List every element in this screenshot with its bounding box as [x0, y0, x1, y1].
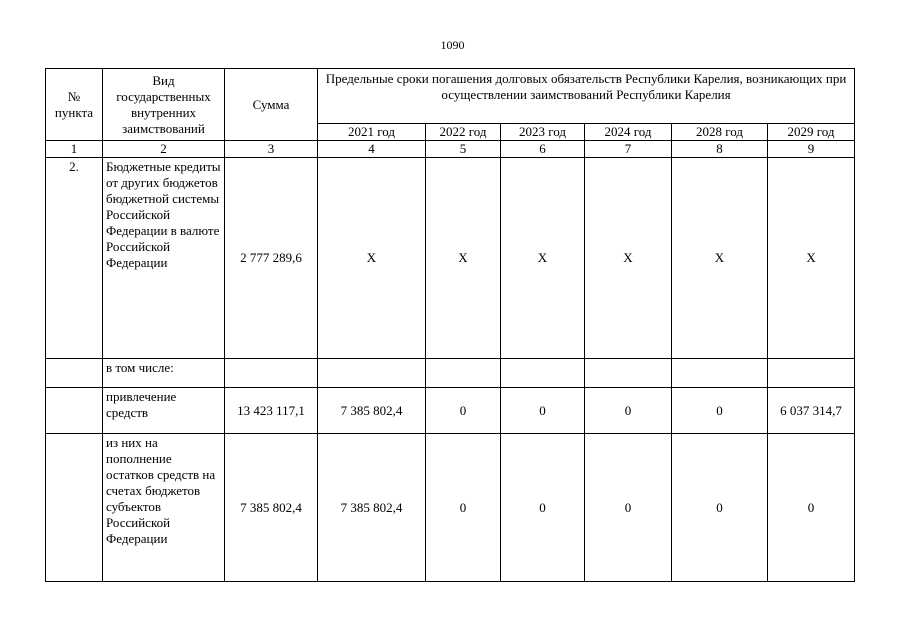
year-value [501, 359, 585, 388]
header-year-2022: 2022 год [426, 124, 501, 141]
column-index: 9 [768, 141, 855, 158]
year-value [672, 359, 768, 388]
year-value: X [585, 158, 672, 359]
year-value: 0 [501, 434, 585, 582]
year-value [768, 359, 855, 388]
year-value: 0 [672, 388, 768, 434]
table-row [46, 434, 855, 582]
sum-value: 13 423 117,1 [225, 388, 318, 434]
borrowing-type: в том числе: [103, 359, 225, 388]
year-value: X [318, 158, 426, 359]
sum-value: 2 777 289,6 [225, 158, 318, 359]
table-row [46, 388, 855, 434]
table-row [46, 359, 855, 388]
year-value: 0 [426, 434, 501, 582]
header-item-number: № пункта [46, 69, 103, 141]
year-value: 0 [501, 388, 585, 434]
column-index: 8 [672, 141, 768, 158]
item-number: 2. [46, 158, 103, 359]
year-value: X [672, 158, 768, 359]
year-value: 7 385 802,4 [318, 388, 426, 434]
column-index: 6 [501, 141, 585, 158]
year-value: 6 037 314,7 [768, 388, 855, 434]
borrowing-type: из них на пополнение остатков средств на счетах бюджетов субъектов Российской Федерации [103, 434, 225, 582]
year-value: 7 385 802,4 [318, 434, 426, 582]
header-borrowing-type: Вид государственных внутренних заимствований [103, 69, 225, 141]
year-value: 0 [585, 388, 672, 434]
borrowing-terms-table [45, 68, 855, 582]
header-year-2028: 2028 год [672, 124, 768, 141]
item-number [46, 434, 103, 582]
borrowing-type: привлечение средств [103, 388, 225, 434]
header-sum: Сумма [225, 69, 318, 141]
year-value: 0 [426, 388, 501, 434]
year-value [585, 359, 672, 388]
header-year-2021: 2021 год [318, 124, 426, 141]
year-value [426, 359, 501, 388]
year-value: X [426, 158, 501, 359]
item-number [46, 359, 103, 388]
header-year-2023: 2023 год [501, 124, 585, 141]
year-value: 0 [585, 434, 672, 582]
column-index: 5 [426, 141, 501, 158]
year-value: 0 [672, 434, 768, 582]
year-value: X [768, 158, 855, 359]
column-index: 7 [585, 141, 672, 158]
item-number [46, 388, 103, 434]
year-value: 0 [768, 434, 855, 582]
borrowing-type: Бюджетные кредиты от других бюджетов бюджетной системы Российской Федерации в валюте Российской Федерации [103, 158, 225, 359]
page-number: 1090 [440, 38, 465, 52]
column-index: 4 [318, 141, 426, 158]
header-row-main [46, 69, 855, 124]
sum-value: 7 385 802,4 [225, 434, 318, 582]
column-index: 1 [46, 141, 103, 158]
table-row [46, 158, 855, 359]
year-value [318, 359, 426, 388]
header-repayment-terms: Предельные сроки погашения долговых обязательств Республики Карелия, возникающих при осуществлении заимствований Республики Карелия [318, 69, 855, 124]
column-index: 2 [103, 141, 225, 158]
column-index: 3 [225, 141, 318, 158]
column-index-row [46, 141, 855, 158]
sum-value [225, 359, 318, 388]
header-year-2029: 2029 год [768, 124, 855, 141]
header-year-2024: 2024 год [585, 124, 672, 141]
year-value: X [501, 158, 585, 359]
